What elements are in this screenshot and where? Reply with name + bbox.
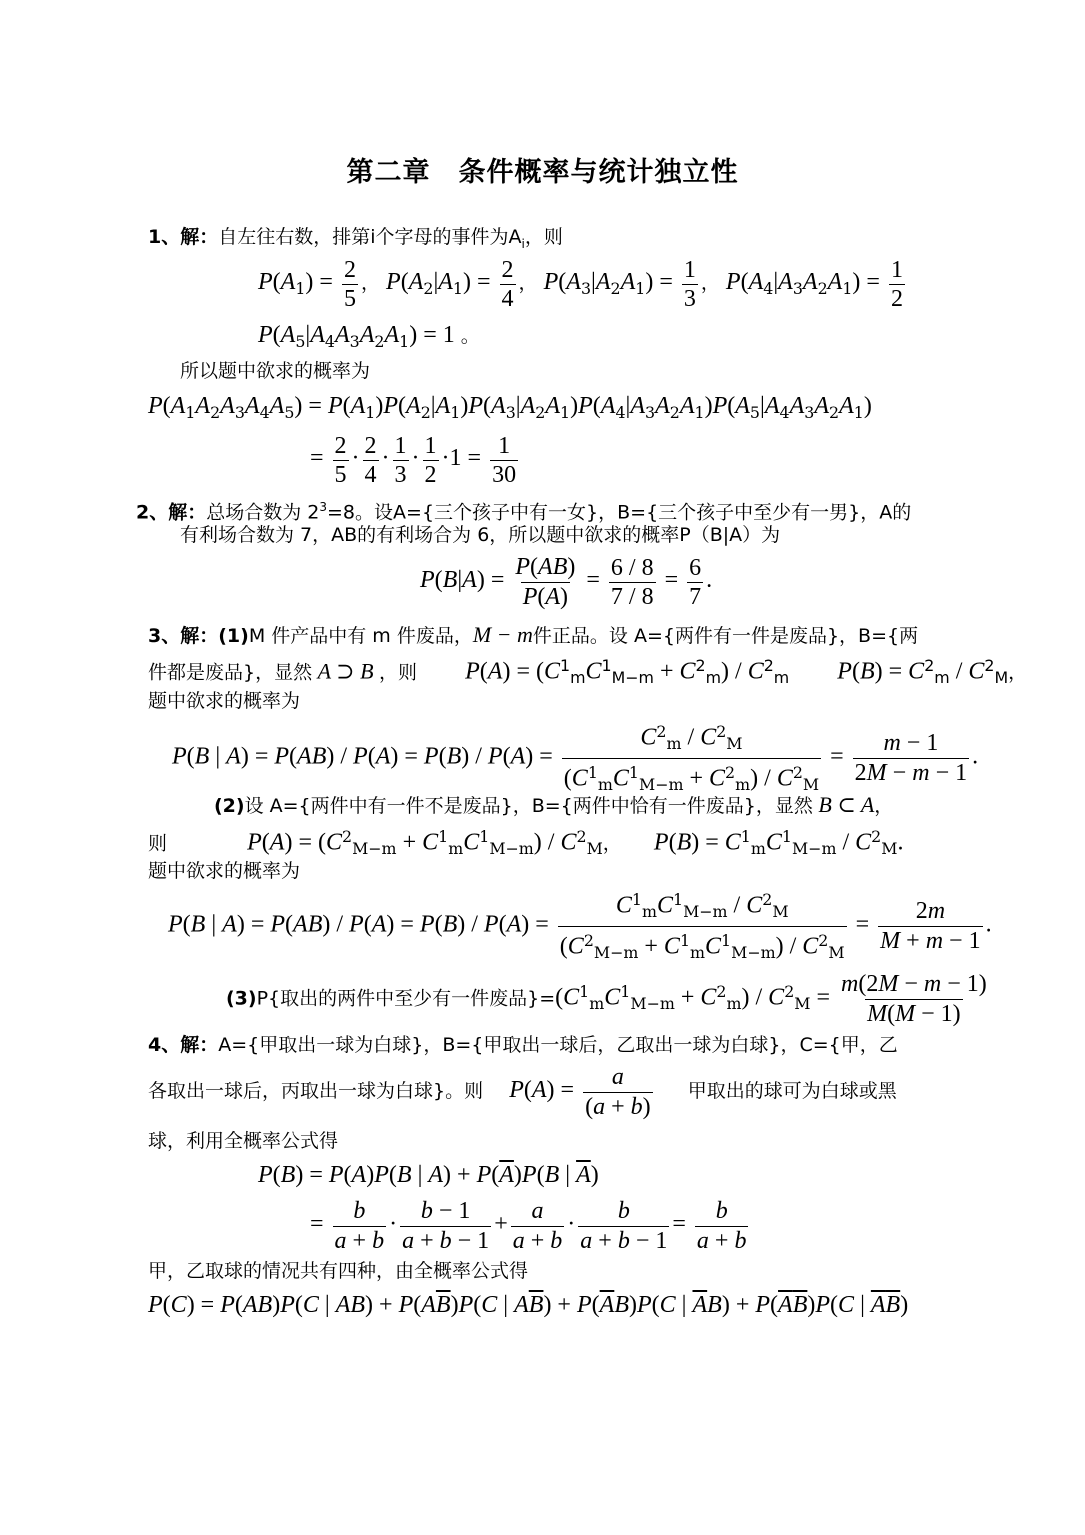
equation-1d: = $\frac{2}{5}$ · $\frac{2}{4}$ · $\frac{1}{3}$ · $\frac{1}{2}$ ·1 = $\frac{1}{30}$ (310, 432, 517, 488)
equation-2: P(B|A) = $\frac{P(AB)}{P(A)}$ = $\frac{6 / 8}{7 / 8}$ = $\frac{6}{7}$ . (420, 553, 713, 610)
problem-1-intro: 1、解：自左往右数，排第i个字母的事件为$A_i$，则 (148, 226, 563, 251)
problem-1-so: 所以题中欲求的概率为 (180, 360, 371, 382)
problem-2-line2: 有利场合数为 7，AB的有利场合为 6，所以题中欲求的概率P（B|A）为 (180, 524, 781, 546)
equation-1a: $P(A_1)$ = $\frac{2}{5}$ ， $P(A_2|A_1)$ = $\frac{2}{4}$ ， $P(A_3|A_2A_1)$ = $\frac{1}{3}$ ， $P(A_4|A_3A_2A_1)$ = $\frac{1}{2}$ (258, 256, 903, 312)
problem-1-label: 1、解： (148, 226, 219, 248)
problem-4-line2: 各取出一球后，丙取出一球为白球}。则 P(A) = $\frac{a}{(a + b)}$ 甲取出的球可为白球或黑 (148, 1063, 897, 1120)
problem-3-label: 3、解： (148, 625, 219, 647)
equation-1c: $P(A_1A_2A_3A_4A_5) = P(A_1)P(A_2|A_1)P(A_3|A_2A_1)P(A_4|A_3A_2A_1)P(A_5|A_4A_3A_2A_1)$ (148, 393, 872, 422)
problem-4-line4: 甲，乙取球的情况共有四种，由全概率公式得 (148, 1260, 529, 1282)
problem-3-part2-line2: 则 $P(A) = (C^2_{M-m} + C^1_mC^1_{M-m}) / C^2_M$， $P(B) = C^1_mC^1_{M-m} / C^2_M$. (148, 827, 904, 859)
equation-4c: P(C) = P(AB)P(C | $AB) + P(A\overline{B})P(C$ | $A\overline{B}) + P(\overline{A}B)P(C$ | $\overline{A}B) + P(\overline{A}\overline{B})P(C$ | $\overline{A}\overline{B}$) (148, 1292, 909, 1318)
problem-2-label: 2、解： (136, 501, 207, 524)
problem-3-line2: 件都是废品}，显然 A ⊃ B ，则 $P(A) = (C^1_mC^1_{M-m} + C^2_m) / C^2_m$ $P(B) = C^2_m / C^2_M$， (148, 656, 1028, 688)
problem-3-line3: 题中欲求的概率为 (148, 690, 301, 712)
problem-4-line3: 球，利用全概率公式得 (148, 1130, 339, 1152)
problem-3-part2-line3: 题中欲求的概率为 (148, 860, 301, 882)
problem-4-label: 4、解： (148, 1034, 219, 1056)
page-title: 第二章 条件概率与统计独立性 (346, 157, 739, 188)
equation-4a: P(B) = P(A)P(B | $A) + P(\overline{A})P(B$ | $\overline{A}$) (258, 1162, 599, 1188)
equation-1b: $P(A_5|A_4A_3A_2A_1) = 1$ 。 (258, 322, 480, 351)
equation-4b: = $\frac{b}{a + b}$ · $\frac{b - 1}{a + b - 1}$ + $\frac{a}{a + b}$ · $\frac{b}{a + b - 1}$ = $\frac{b}{a + b}$ (310, 1197, 747, 1254)
problem-2-line1: 2、解：总场合数为 $2^3=8$。设A={三个孩子中有一女}，B={三个孩子中至少有一男}，A的 (136, 500, 912, 524)
problem-4-line1: 4、解：A={甲取出一球为白球}，B={甲取出一球后，乙取出一球为白球}，C={甲，乙 (148, 1034, 898, 1056)
problem-3-part2-line1: (2)设 A={两件中有一件不是废品}，B={两件中恰有一件废品}，显然 B ⊂ A， (214, 792, 894, 817)
equation-3b: P(B | A) = P(AB) / P(A) = P(B) / P(A) = $\frac{C^1_mC^1_{M-m} / C^2_M}{(C^2_{M-m} + C^1_mC^1_{M-m}) / C^2_M}$ = $\frac{2m}{M + m - 1}$ . (168, 886, 992, 967)
problem-3-line1: 3、解：(1)M 件产品中有 m 件废品，M − m件正品。设 A={两件有一件是废品}，B={两 (148, 622, 919, 647)
equation-3a: P(B | A) = P(AB) / P(A) = P(B) / P(A) = $\frac{C^2_m / C^2_M}{(C^1_mC^1_{M-m} + C^2_m) / C^2_M}$ = $\frac{m - 1}{2M - m - 1}$ . (172, 718, 978, 799)
equation-3c: (3)P{取出的两件中至少有一件废品}$=(C^1_mC^1_{M-m} + C^2_m) / C^2_M$ = $\frac{m(2M - m - 1)}{M(M - 1)}$ (226, 970, 987, 1027)
